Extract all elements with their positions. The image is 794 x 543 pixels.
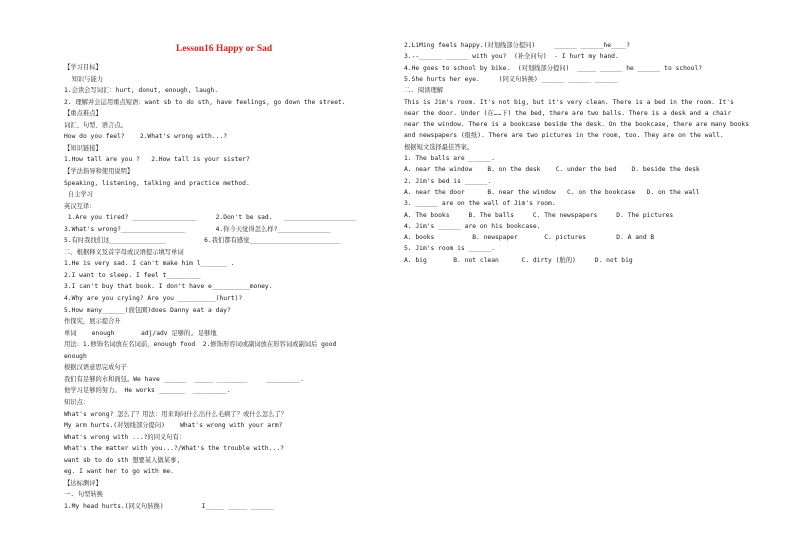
left-text-line: 词汇、句型、语言点。	[64, 121, 127, 129]
right-text-line: A. books B. newspaper C. pictures D. A and B	[404, 234, 655, 242]
right-text-line: 2. Jim's bed is ______.	[404, 177, 492, 185]
left-text-line: eg. I want her to go with me.	[64, 468, 174, 476]
left-text-line: 1.He is very sad. I can't make him l_______ .	[64, 260, 235, 268]
left-text-line: 英汉互译：	[64, 202, 96, 210]
right-text-line: near the door. Under (在……下) the bed, there are two balls. There is a desk and a chair	[404, 109, 732, 117]
left-text-line: 1.会读会写词汇：hurt, donut, enough, laugh.	[64, 87, 219, 95]
left-text-line: 根据汉语意思完成句子	[64, 364, 127, 372]
left-text-line: 用法：1.修饰名词放在名词前，enough food 2.修饰形容词或副词放在形容词或副词后 good	[64, 341, 337, 349]
right-text-line: and newspapers (报纸). There are two pictures in the room, too. They are on the wall.	[404, 132, 724, 140]
left-text-line: Speaking, listening, talking and practice method.	[64, 179, 250, 187]
right-text-line: 3. ______ are on the wall of Jim's room.	[404, 200, 556, 208]
left-text-line: 一. 句型转换	[64, 491, 104, 499]
left-text-line: 他学习足够的努力。 He works _______ _________.	[64, 387, 231, 395]
left-text-line: 1.Are you tired? _________________ 2.Don't be sad. ___________________	[64, 214, 356, 222]
left-text-line: 【学习目标】	[64, 64, 102, 71]
left-text-line: My arm hurts.(对划线部分提问) What's wrong with your arm?	[64, 422, 283, 430]
left-text-line: 4.Why are you crying? Are you __________(hurt)?	[64, 295, 243, 302]
left-text-line: 【达标测评】	[64, 479, 102, 487]
left-text-line: How do you feel? 2.What's wrong with...?	[64, 133, 228, 141]
right-text-line: 5. Jim's room is ______.	[404, 245, 495, 253]
left-text-line: 自主学习	[64, 191, 93, 199]
right-text-line: 3.--______ ______ with you? (补全问句) - I hurt my hand.	[404, 53, 619, 61]
left-text-line: 2.I want to sleep. I feel t_________	[64, 271, 201, 279]
left-text-line: 3.What's wrong?_________________ 4.你今天觉得怎么样?______________	[64, 225, 331, 233]
left-text-line: enough	[64, 352, 87, 360]
left-text-line: 我们有足够的水和面包。We have ______ _____ ________ _________.	[64, 375, 304, 383]
right-text-line: 4. Jim's ______ are on his bookcase.	[404, 222, 541, 230]
left-text-line: 2. 理解并会运用重点短语：want sb to do sth, have feelings, go down the street.	[64, 98, 346, 106]
left-text-line: What's wrong with ...?的同义句有：	[64, 433, 186, 441]
left-text-line: 5.有时我找们这_______________ 6.我们都有感觉________________________	[64, 237, 341, 245]
right-text-line: A. big B. not clean C. dirty (肮的) D. not big	[404, 256, 633, 264]
right-text-line: 5.She hurts her eye. (同义句转换) ______ ______ ______	[404, 75, 618, 83]
left-text-line: 【重点难点】	[64, 110, 102, 118]
lesson-title: Lesson16 Happy or Sad	[176, 44, 273, 54]
left-text-line: want sb to do sth 想要某人做某事,	[64, 456, 181, 464]
right-text-line: 1. The balls are ______.	[404, 155, 495, 162]
right-text-line: 根据短文选择最佳答案。	[404, 143, 474, 151]
left-text-line: What's wrong? 怎么了？用法：用来询问什么出什么毛病了？或什么怎么了？	[64, 410, 288, 418]
left-text-line: 【知识链接】	[64, 144, 102, 152]
left-text-line: 知识与能力	[64, 75, 104, 83]
left-text-line: 【学法指导和使用说明】	[64, 167, 134, 175]
right-text-line: 4.He goes to school by bike. (对划线部分提问) _____ ______ he ______ to school?	[404, 64, 703, 72]
left-text-line: 知识点：	[64, 398, 90, 406]
right-text-line: 2.LiMing feels happy.(对划线部分提问) ______ ______he____?	[404, 42, 631, 49]
left-text-line: 3.I can't buy that book. I don't have e__________money.	[64, 283, 273, 291]
left-text-line: 1.How tall are you ? 2.How tall is your sister?	[64, 156, 250, 164]
left-text-line: 1.My head hurts.(同义句转换) I_____ _____ ______	[64, 502, 274, 510]
right-text-line: A. The books B. The balls C. The newspapers D. The pictures	[404, 211, 674, 219]
left-text-line: 单词 enough adj/adv 足够的, 足够地	[64, 329, 217, 337]
right-text-line: 二. 阅读理解	[404, 87, 444, 95]
right-text-line: A. near the door B. near the window C. on the bookcase D. on the wall	[404, 188, 700, 196]
left-text-line: What's the matter with you...?/What's the trouble with...?	[64, 445, 284, 453]
left-text-line: 5.How many______(面包圈)does Danny eat a day?	[64, 306, 231, 314]
left-text-line: 作探究，展示提合升	[64, 318, 121, 326]
left-text-line: 二、根据释义及首字母或汉语提示填写单词	[64, 248, 184, 256]
right-text-line: This is Jim's room. It's not big, but it's very clean. There is a bed in the room. It's	[404, 98, 734, 106]
right-text-line: near the window. There is a bookcase beside the desk. On the bookcase, there are many books	[404, 121, 749, 129]
right-text-line: A. near the window B. on the desk C. under the bed D. beside the desk	[404, 166, 700, 174]
